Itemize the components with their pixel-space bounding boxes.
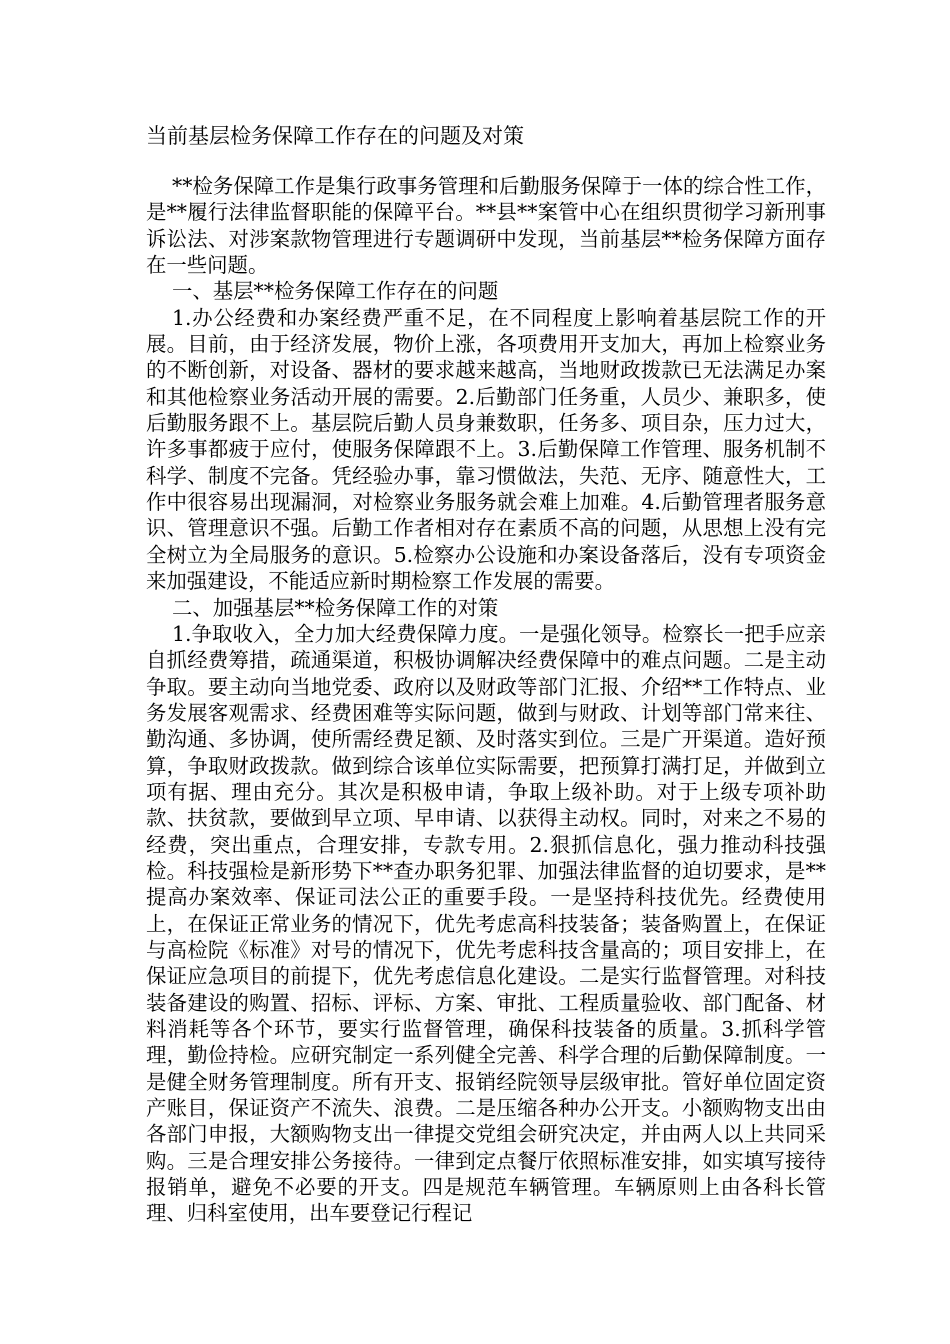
document-title: 当前基层检务保障工作存在的问题及对策 [146, 124, 524, 148]
document-body [146, 173, 826, 1227]
countermeasures-paragraph: 1.争取收入，全力加大经费保障力度。一是强化领导。检察长一把手应亲自抓经费筹措，疏通渠道，积极协调解决经费保障中的难点问题。二是主动争取。要主动向当地党委、政府以及财政等部门汇报、介绍**工作特点、业务发展客观需求、经费困难等实际问题，做到与财政、计划等部门常来往、勤沟通、多协调，使所需经费足额、及时落实到位。三是广开渠道。造好预算，争取财政拨款。做到综合该单位实际需要，把预算打满打足，并做到立项有据、理由充分。其次是积极申请，争取上级补助。对于上级专项补助款、扶贫款，要做到早立项、早申请、以获得主动权。同时，对来之不易的经费，突出重点，合理安排，专款专用。2.狠抓信息化，强力推动科技强检。科技强检是新形势下**查办职务犯罪、加强法律监督的迫切要求，是**提高办案效率、保证司法公正的重要手段。一是坚持科技优先。经费使用上，在保证正常业务的情况下，优先考虑高科技装备；装备购置上，在保证与高检院《标准》对号的情况下，优先考虑科技含量高的；项目安排上，在保证应急项目的前提下，优先考虑信息化建设。二是实行监督管理。对科技装备建设的购置、招标、评标、方案、审批、工程质量验收、部门配备、材料消耗等各个环节，要实行监督管理，确保科技装备的质量。3.抓科学管理，勤俭持检。应研究制定一系列健全完善、科学合理的后勤保障制度。一是健全财务管理制度。所有开支、报销经院领导层级审批。管好单位固定资产账目，保证资产不流失、浪费。二是压缩各种办公开支。小额购物支出由各部门申报，大额购物支出一律提交党组会研究决定，并由两人以上共同采购。三是合理安排公务接待。一律到定点餐厅依照标准安排，如实填写接待报销单，避免不必要的开支。四是规范车辆管理。车辆原则上由各科长管理、归科室使用，出车要登记行程记 [146, 621, 826, 1226]
intro-paragraph: **检务保障工作是集行政事务管理和后勤服务保障于一体的综合性工作，是**履行法律监督职能的保障平台。**县**案管中心在组织贯彻学习新刑事诉讼法、对涉案款物管理进行专题调研中发现，当前基层**检务保障方面存在一些问题。 [146, 174, 826, 278]
problems-paragraph: 1.办公经费和办案经费严重不足，在不同程度上影响着基层院工作的开展。目前，由于经济发展，物价上涨，各项费用开支加大，再加上检察业务的不断创新，对设备、器材的要求越来越高，当地财政拨款已无法满足办案和其他检察业务活动开展的需要。2.后勤部门任务重，人员少、兼职多，使后勤服务跟不上。基层院后勤人员身兼数职，任务多、项目杂，压力过大，许多事都疲于应付，使服务保障跟不上。3.后勤保障工作管理、服务机制不科学、制度不完备。凭经验办事，靠习惯做法，失范、无序、随意性大，工作中很容易出现漏洞，对检察业务服务就会难上加难。4.后勤管理者服务意识、管理意识不强。后勤工作者相对存在素质不高的问题，从思想上没有完全树立为全局服务的意识。5.检察办公设施和办案设备落后，没有专项资金来加强建设，不能适应新时期检察工作发展的需要。 [146, 305, 826, 594]
section-heading-countermeasures: 二、加强基层**检务保障工作的对策 [172, 595, 499, 620]
section-heading-problems: 一、基层**检务保障工作存在的问题 [172, 279, 499, 304]
